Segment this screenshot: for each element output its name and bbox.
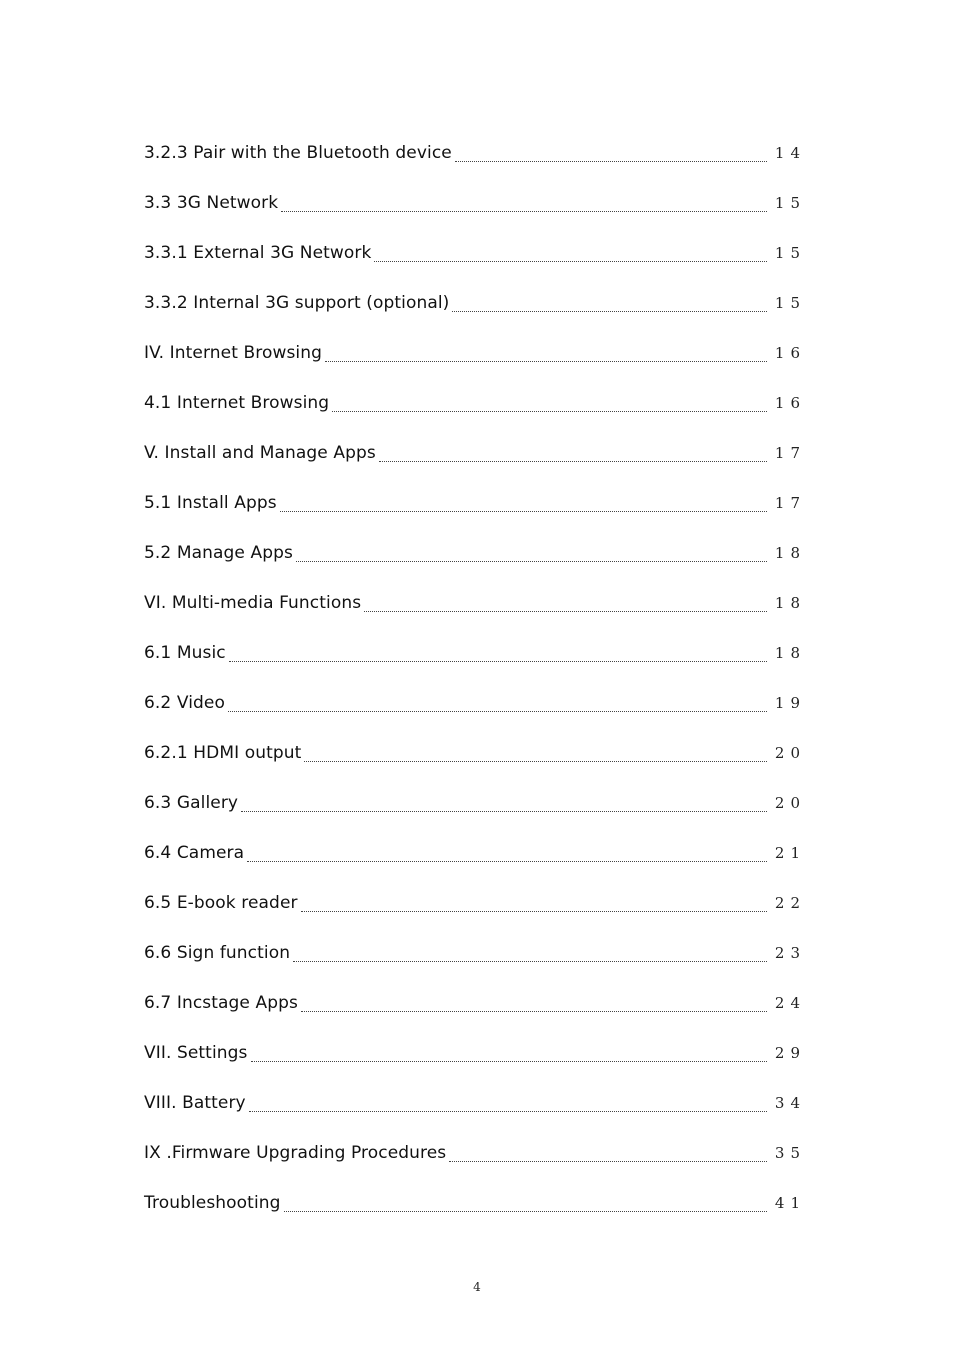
toc-entry[interactable] (144, 578, 806, 628)
dot-leader (229, 660, 767, 662)
toc-entry-title: 5.1 Install Apps (144, 493, 277, 513)
toc-entry-page: 18 (774, 594, 806, 612)
dot-leader (325, 360, 767, 362)
toc-entry-title: IX .Firmware Upgrading Procedures (144, 1143, 447, 1163)
toc-entry-page: 17 (774, 444, 806, 462)
toc-entry[interactable] (144, 378, 806, 428)
table-of-contents (144, 128, 806, 1228)
toc-entry-title: 6.2 Video (144, 693, 225, 713)
toc-entry-title: VIII. Battery (144, 1093, 246, 1113)
toc-entry[interactable] (144, 828, 806, 878)
toc-entry-page: 16 (774, 344, 806, 362)
toc-entry[interactable] (144, 928, 806, 978)
toc-entry-page: 19 (774, 694, 806, 712)
toc-entry[interactable] (144, 178, 806, 228)
toc-entry-title: Troubleshooting (144, 1193, 281, 1213)
dot-leader (452, 310, 766, 312)
toc-entry-page: 20 (774, 794, 806, 812)
toc-entry-title: 3.2.3 Pair with the Bluetooth device (144, 143, 452, 163)
dot-leader (379, 460, 767, 462)
toc-entry-page: 29 (774, 1044, 806, 1062)
dot-leader (228, 710, 767, 712)
toc-entry-page: 22 (774, 894, 806, 912)
toc-entry-title: 3.3.2 Internal 3G support (optional) (144, 293, 450, 313)
toc-entry-title: VI. Multi-media Functions (144, 593, 362, 613)
dot-leader (374, 260, 766, 262)
toc-entry-page: 17 (774, 494, 806, 512)
dot-leader (293, 960, 767, 962)
toc-entry[interactable] (144, 428, 806, 478)
dot-leader (249, 1110, 767, 1112)
dot-leader (304, 760, 767, 762)
toc-entry-title: VII. Settings (144, 1043, 248, 1063)
toc-entry[interactable] (144, 778, 806, 828)
dot-leader (455, 160, 767, 162)
dot-leader (301, 1010, 767, 1012)
dot-leader (364, 610, 767, 612)
toc-entry[interactable] (144, 728, 806, 778)
toc-entry-page: 23 (774, 944, 806, 962)
toc-entry-page: 35 (774, 1144, 806, 1162)
toc-entry[interactable] (144, 528, 806, 578)
toc-entry-title: 5.2 Manage Apps (144, 543, 293, 563)
toc-entry-title: IV. Internet Browsing (144, 343, 322, 363)
toc-entry-title: 3.3 3G Network (144, 193, 279, 213)
dot-leader (280, 510, 767, 512)
toc-entry[interactable] (144, 228, 806, 278)
toc-entry-page: 18 (774, 544, 806, 562)
toc-entry-page: 16 (774, 394, 806, 412)
toc-entry[interactable] (144, 978, 806, 1028)
dot-leader (301, 910, 767, 912)
toc-entry[interactable] (144, 1128, 806, 1178)
dot-leader (281, 210, 767, 212)
toc-entry-title: 6.2.1 HDMI output (144, 743, 302, 763)
dot-leader (332, 410, 767, 412)
dot-leader (284, 1210, 767, 1212)
toc-entry-title: 6.3 Gallery (144, 793, 239, 813)
toc-entry[interactable] (144, 628, 806, 678)
toc-entry-title: 6.5 E-book reader (144, 893, 298, 913)
toc-entry[interactable] (144, 1028, 806, 1078)
toc-entry[interactable] (144, 1178, 806, 1228)
toc-entry-page: 34 (774, 1094, 806, 1112)
toc-entry-title: 3.3.1 External 3G Network (144, 243, 372, 263)
toc-entry[interactable] (144, 278, 806, 328)
toc-entry[interactable] (144, 878, 806, 928)
toc-entry[interactable] (144, 478, 806, 528)
toc-entry-page: 20 (774, 744, 806, 762)
toc-entry-page: 21 (774, 844, 806, 862)
dot-leader (251, 1060, 767, 1062)
toc-entry-title: 6.4 Camera (144, 843, 245, 863)
dot-leader (449, 1160, 767, 1162)
toc-entry-title: 6.6 Sign function (144, 943, 291, 963)
toc-entry-page: 41 (774, 1194, 806, 1212)
toc-entry[interactable] (144, 1078, 806, 1128)
toc-entry-page: 24 (774, 994, 806, 1012)
toc-entry[interactable] (144, 678, 806, 728)
toc-entry-page: 18 (774, 644, 806, 662)
dot-leader (241, 810, 767, 812)
toc-entry-page: 15 (774, 244, 806, 262)
dot-leader (296, 560, 767, 562)
toc-entry-page: 15 (774, 194, 806, 212)
toc-entry-title: 6.7 Incstage Apps (144, 993, 298, 1013)
toc-entry-page: 15 (774, 294, 806, 312)
toc-entry[interactable] (144, 128, 806, 178)
page-number: 4 (473, 1280, 481, 1294)
toc-entry-title: V. Install and Manage Apps (144, 443, 376, 463)
dot-leader (247, 860, 767, 862)
toc-entry[interactable] (144, 328, 806, 378)
toc-entry-title: 4.1 Internet Browsing (144, 393, 330, 413)
toc-entry-page: 14 (774, 144, 806, 162)
toc-entry-title: 6.1 Music (144, 643, 226, 663)
